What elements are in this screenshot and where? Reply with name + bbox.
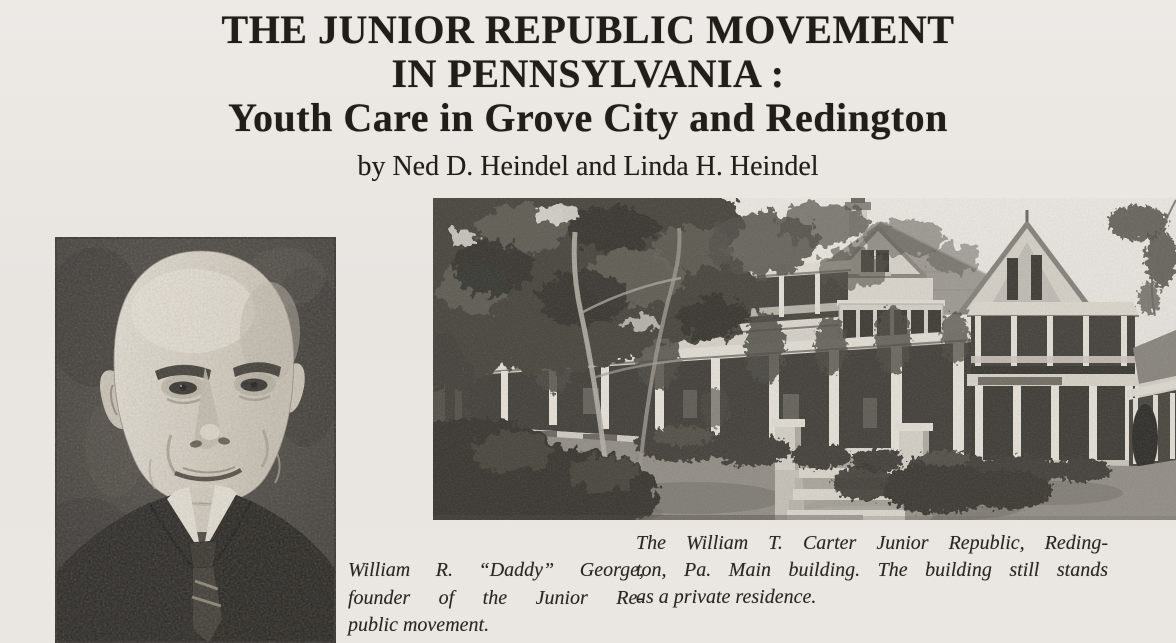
right-porch-tower [967,302,1139,472]
portrait-art [55,237,336,643]
building-caption-line-1: The William T. Carter Junior Republic, Reding- [636,532,1108,554]
portrait-caption-line-1: William R. “Daddy” George, [348,559,644,581]
building-caption-line-3: as a private residence. [636,586,817,608]
building-photo [433,198,1176,520]
building-art [433,198,1176,520]
far-right-wing [1127,330,1176,472]
building-caption [636,530,1108,611]
portrait-photo [55,237,336,643]
title-line-2: IN PENNSYLVANIA : [391,51,785,96]
article-header [8,8,1168,183]
article-title [8,8,1168,140]
building-caption-line-2: ton, Pa. Main building. The building still stands [636,559,1108,581]
byline: by Ned D. Heindel and Linda H. Heindel [357,151,819,182]
portrait-caption [348,557,644,640]
title-line-1: THE JUNIOR REPUBLIC MOVEMENT [221,7,955,52]
title-line-3: Youth Care in Grove City and Redington [228,95,948,140]
portrait-caption-line-2: founder of the Junior Re- [348,586,644,609]
portrait-caption-line-3: public movement. [348,614,490,636]
